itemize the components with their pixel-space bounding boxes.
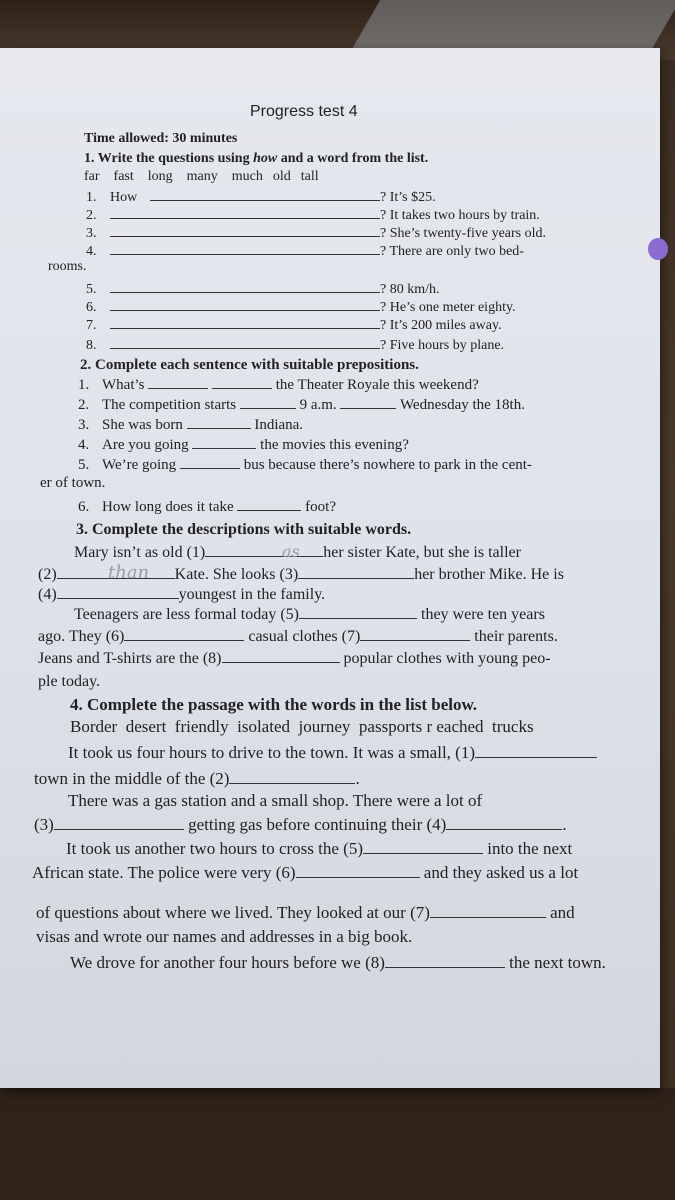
answer-blank[interactable]	[229, 771, 355, 784]
pushpin	[648, 238, 668, 260]
answer-blank[interactable]	[150, 188, 380, 201]
s1-item-7: 7. ? It’s 200 miles away.	[86, 318, 502, 333]
s1-item-5: 5. ? 80 km/h.	[86, 282, 440, 297]
section-1-heading: 1. Write the questions using how and a word from the list.	[84, 151, 429, 166]
rooms-text: rooms.	[48, 259, 87, 274]
answer-blank[interactable]	[110, 336, 380, 349]
word-list-4: Border desert friendly isolated journey passports r eached trucks	[70, 717, 534, 736]
s1-item-4: 4. ? There are only two bed-	[86, 244, 524, 259]
s1-item-1: 1. How ? It’s $25.	[86, 190, 436, 205]
answer-blank[interactable]	[430, 905, 546, 918]
s3-line-2: (2) Kate. She looks (3) her brother Mike. He is	[38, 566, 564, 583]
answer-blank[interactable]	[360, 628, 470, 641]
s4-line-7: of questions about where we lived. They looked at our (7) and	[36, 903, 575, 922]
answer-blank[interactable]	[148, 376, 208, 389]
answer-blank[interactable]	[187, 416, 251, 429]
s3-line-7: ple today.	[38, 673, 101, 690]
handwritten-as: as	[282, 542, 300, 561]
answer-blank[interactable]	[475, 745, 597, 758]
section-4-heading: 4. Complete the passage with the words in the list below.	[70, 695, 478, 714]
s2-item-2: 2. The competition starts 9 a.m. Wednesday the 18th.	[78, 397, 525, 413]
answer-blank[interactable]	[124, 628, 244, 641]
answer-blank[interactable]	[237, 498, 301, 511]
answer-blank[interactable]	[299, 606, 417, 619]
handwritten-than: than	[108, 562, 150, 583]
s1-item-2: 2. ? It takes two hours by train.	[86, 208, 540, 223]
answer-blank[interactable]	[180, 456, 240, 469]
answer-blank[interactable]	[54, 817, 184, 830]
s4-line-6: African state. The police were very (6) and they asked us a lot	[32, 863, 579, 882]
answer-blank[interactable]	[110, 298, 380, 311]
s2-item-6: 6. How long does it take foot?	[78, 499, 336, 515]
time-allowed: Time allowed: 30 minutes	[84, 131, 238, 146]
section-2-heading: 2. Complete each sentence with suitable prepositions.	[80, 357, 419, 373]
answer-blank[interactable]	[446, 817, 562, 830]
s4-line-1: It took us four hours to drive to the town. It was a small, (1)	[68, 744, 597, 761]
s2-item-4: 4. Are you going the movies this evening?	[78, 437, 409, 453]
s2-item-3: 3. She was born Indiana.	[78, 417, 304, 433]
answer-blank[interactable]	[110, 224, 380, 237]
answer-blank[interactable]	[110, 242, 380, 255]
answer-blank[interactable]	[57, 586, 179, 599]
s4-line-3: There was a gas station and a small shop. There were a lot of	[68, 791, 483, 810]
s1-item-8: 8. ? Five hours by plane.	[86, 338, 505, 353]
s3-line-6: Jeans and T-shirts are the (8) popular clothes with young peo-	[38, 650, 551, 667]
s4-line-8: visas and wrote our names and addresses in a big book.	[36, 927, 413, 946]
s4-line-4: (3) getting gas before continuing their (4) .	[34, 815, 567, 834]
section-3-heading: 3. Complete the descriptions with suitable words.	[76, 521, 412, 538]
answer-blank[interactable]	[192, 436, 256, 449]
s2-item-5-cont: er of town.	[40, 475, 106, 491]
answer-blank[interactable]	[110, 280, 380, 293]
answer-blank[interactable]	[110, 316, 380, 329]
answer-blank[interactable]	[363, 841, 483, 854]
s2-item-5: 5. We’re going bus because there’s nowhere to park in the cent-	[78, 457, 532, 473]
s3-line-1: Mary isn’t as old (1) her sister Kate, but she is taller	[74, 544, 521, 561]
answer-blank[interactable]	[296, 865, 420, 878]
answer-blank[interactable]	[110, 206, 380, 219]
s4-line-5: It took us another two hours to cross the (5) into the next	[66, 839, 573, 858]
s3-line-3: (4) youngest in the family.	[38, 586, 326, 603]
word-list-1: far fast long many much old tall	[84, 169, 319, 184]
answer-blank[interactable]	[240, 396, 296, 409]
worksheet-page	[0, 48, 660, 1088]
s2-item-1: 1. What’s the Theater Royale this weekend?	[78, 377, 479, 393]
s4-line-9: We drove for another four hours before we (8) the next town.	[70, 953, 606, 972]
answer-blank[interactable]	[212, 376, 272, 389]
answer-blank[interactable]	[385, 955, 505, 968]
answer-blank[interactable]	[340, 396, 396, 409]
s3-line-5: ago. They (6) casual clothes (7) their parents.	[38, 628, 558, 645]
table-bottom	[0, 1088, 675, 1200]
page-title: Progress test 4	[250, 103, 358, 120]
s3-line-4: Teenagers are less formal today (5) they were ten years	[74, 606, 545, 623]
s4-line-2: town in the middle of the (2) .	[34, 769, 360, 788]
s1-item-6: 6. ? He’s one meter eighty.	[86, 300, 516, 315]
s1-item-3: 3. ? She’s twenty-five years old.	[86, 226, 547, 241]
answer-blank[interactable]	[298, 566, 414, 579]
answer-blank[interactable]	[205, 544, 323, 557]
answer-blank[interactable]	[222, 650, 340, 663]
